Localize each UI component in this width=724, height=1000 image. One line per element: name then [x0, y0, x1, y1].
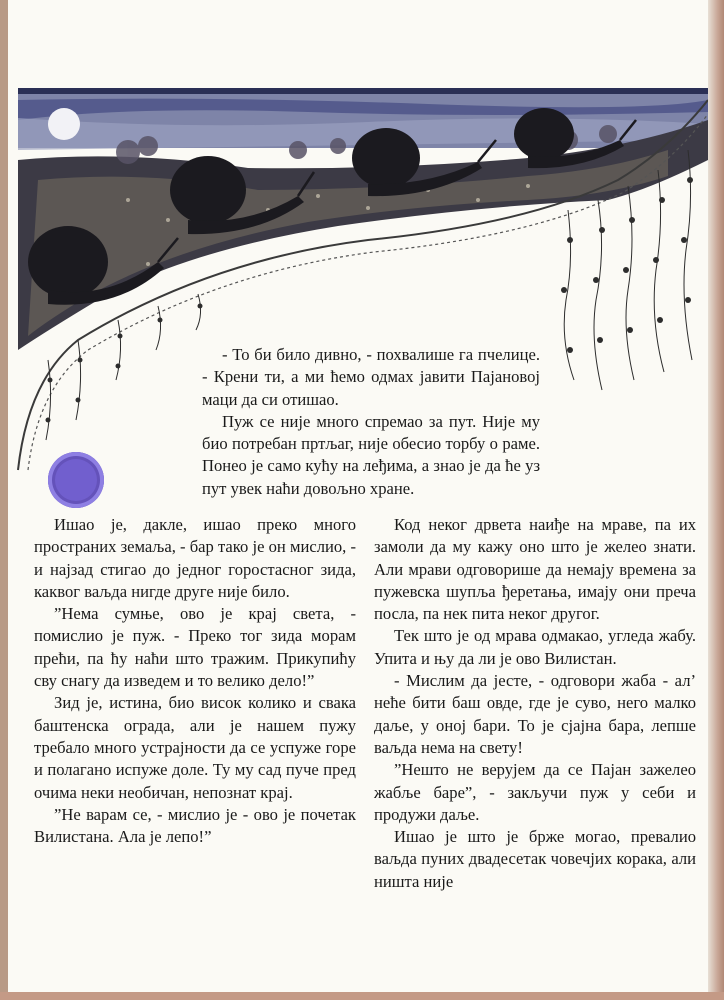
right-column [374, 514, 696, 893]
book-page [8, 0, 708, 992]
page-edge-bottom [0, 992, 724, 1000]
intro-text-block [202, 344, 540, 500]
paragraph: Тек што је од мрава одмакао, угледа жабу. Упита и њу да ли је ово Вилистан. [374, 626, 696, 668]
paragraph: ”Не варам се, - мислио је - ово је почетак Вилистана. Ала је лепо!” [34, 804, 356, 847]
paragraph: Пуж се није много спремао за пут. Није му био потребан пртљаг, није обесио торбу о раме. Понео је само кућу на леђима, а знао је да ће уз пут увек наћи довољно хране. [202, 411, 540, 498]
paragraph: - Мислим да јесте, - одговори жаба - ал’ неће бити баш овде, где је суво, него малко даље, у оној бари. То је сјајна бара, лепше ваљда нема на свету! [374, 671, 696, 757]
page-edge-right [708, 0, 724, 1000]
paragraph: Ишао је, дакле, ишао преко много пространих земаља, - бар тако је он мислио, - и најзад стигао до једног горостасног зида, каквог ваљда нигде друге није било. [34, 515, 356, 601]
paragraph: Ишао је што је брже могао, превалио ваљда пуних двадесетак човечјих корака, али ништа није [374, 827, 696, 891]
library-stamp-icon [48, 452, 104, 508]
paragraph: ”Нешто не верујем да се Пајан зажелео жабље баре”, - закључи пуж у себи и продужи даље. [374, 760, 696, 824]
left-column [34, 514, 356, 848]
paragraph: Зид је, истина, био висок колико и свака баштенска ограда, али је нашем пужу требало много устрајности да се успуже горе и полагано испуже доле. Ту му сад пуче пред очима неки необичан, непознат крај. [34, 693, 356, 802]
paragraph: Код неког дрвета наиђе на мраве, па их замоли да му кажу оно што је желео знати. Али мрави одговорише да немају времена за пужевска шупља ђеретања, имају они преча посла, па нек пита неког другог. [374, 515, 696, 624]
paragraph: ”Нема сумње, ово је крај света, - помислио је пуж. - Преко тог зида морам прећи, па ћу наћи што тражим. Прикупићу сву снагу да изведем и то велико дело!” [34, 604, 356, 691]
paragraph: - То би било дивно, - похвалише га пчелице. - Крени ти, а ми ћемо одмах јавити Пајановој маци да си отишао. [202, 345, 540, 409]
